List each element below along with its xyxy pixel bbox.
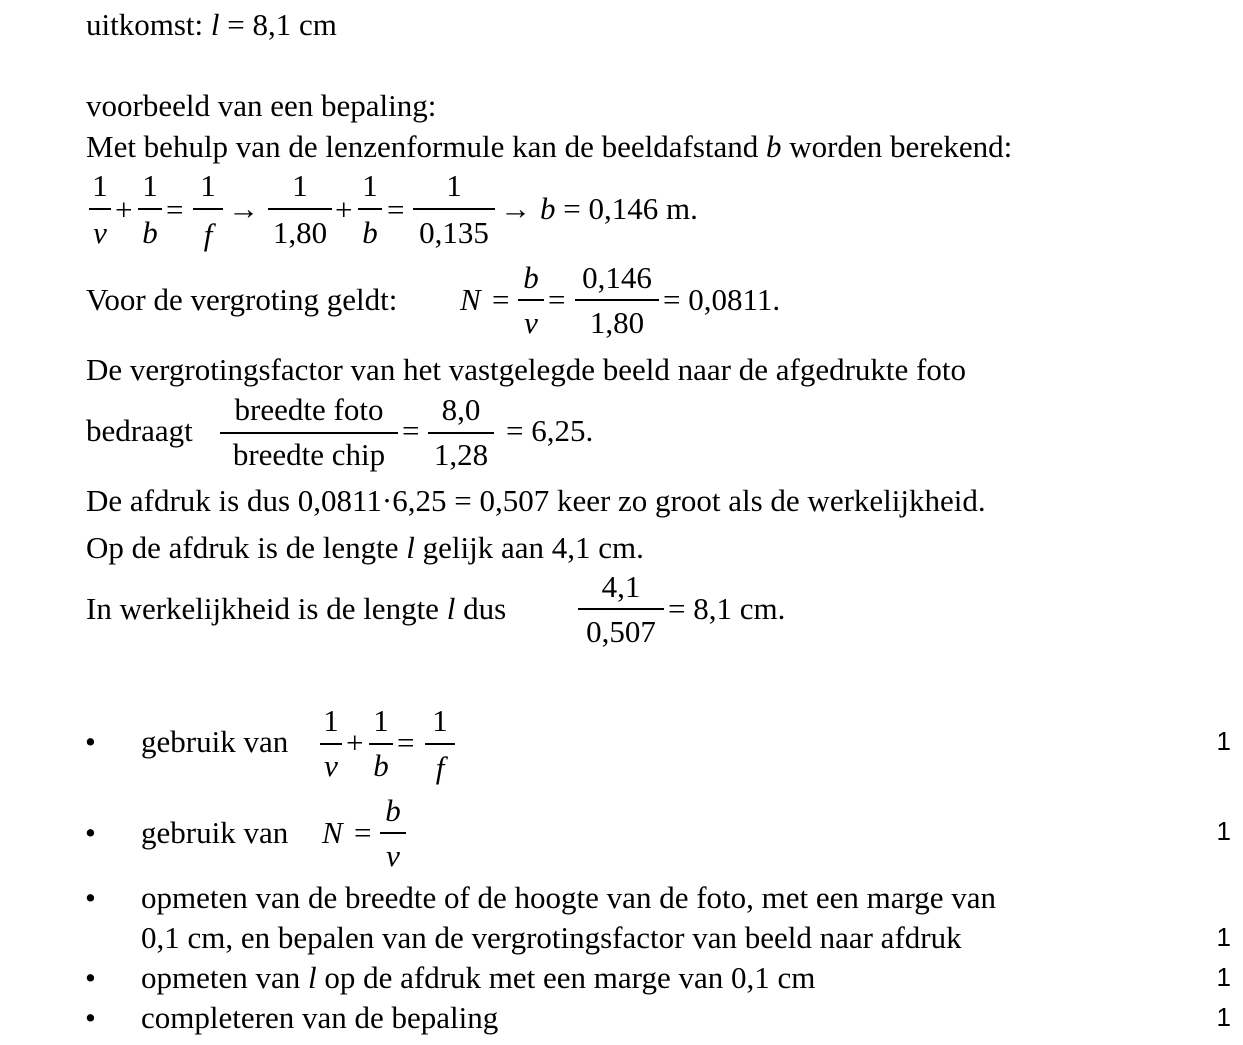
criteria-score: 1 <box>1216 1002 1231 1032</box>
result-var: l <box>210 7 220 42</box>
criteria-score: 1 <box>1216 816 1231 846</box>
frac-1-over-v: 1 v <box>89 170 111 248</box>
frac-1-over-b: 1 b <box>138 170 162 248</box>
frac-foto-over-chip: breedte foto breedte chip <box>220 394 398 470</box>
frac-1-over-f-value: 1 0,135 <box>413 170 495 248</box>
length-line: Op de afdruk is de lengte l gelijk aan 4,1 cm. <box>86 530 644 565</box>
frac-1-over-v-value: 1 1,80 <box>268 170 332 248</box>
example-heading: voorbeeld van een bepaling: <box>86 88 437 123</box>
criteria-score: 1 <box>1216 922 1231 952</box>
frac-b-over-v: b v <box>518 262 544 338</box>
criteria-score: 1 <box>1216 726 1231 756</box>
lens-intro: Met behulp van de lenzenformule kan de beeldafstand b worden berekend: <box>86 129 1013 164</box>
result-value: = 8,1 cm <box>219 7 337 42</box>
frac-1-over-b-2: 1 b <box>358 170 382 248</box>
print-line: De afdruk is dus 0,0811·6,25 = 0,507 keer zo groot als de werkelijkheid. <box>86 483 986 518</box>
factor-line: De vergrotingsfactor van het vastgelegde beeld naar de afgedrukte foto <box>86 352 966 387</box>
criteria-score: 1 <box>1216 962 1231 992</box>
result-label: uitkomst: <box>86 7 204 42</box>
frac-magnification-values: 0,146 1,80 <box>575 262 659 338</box>
frac-factor-values: 8,0 1,28 <box>428 394 494 470</box>
frac-1-over-f: 1 f <box>193 170 223 250</box>
result-line <box>86 9 337 40</box>
frac-real-length: 4,1 0,507 <box>578 571 664 647</box>
